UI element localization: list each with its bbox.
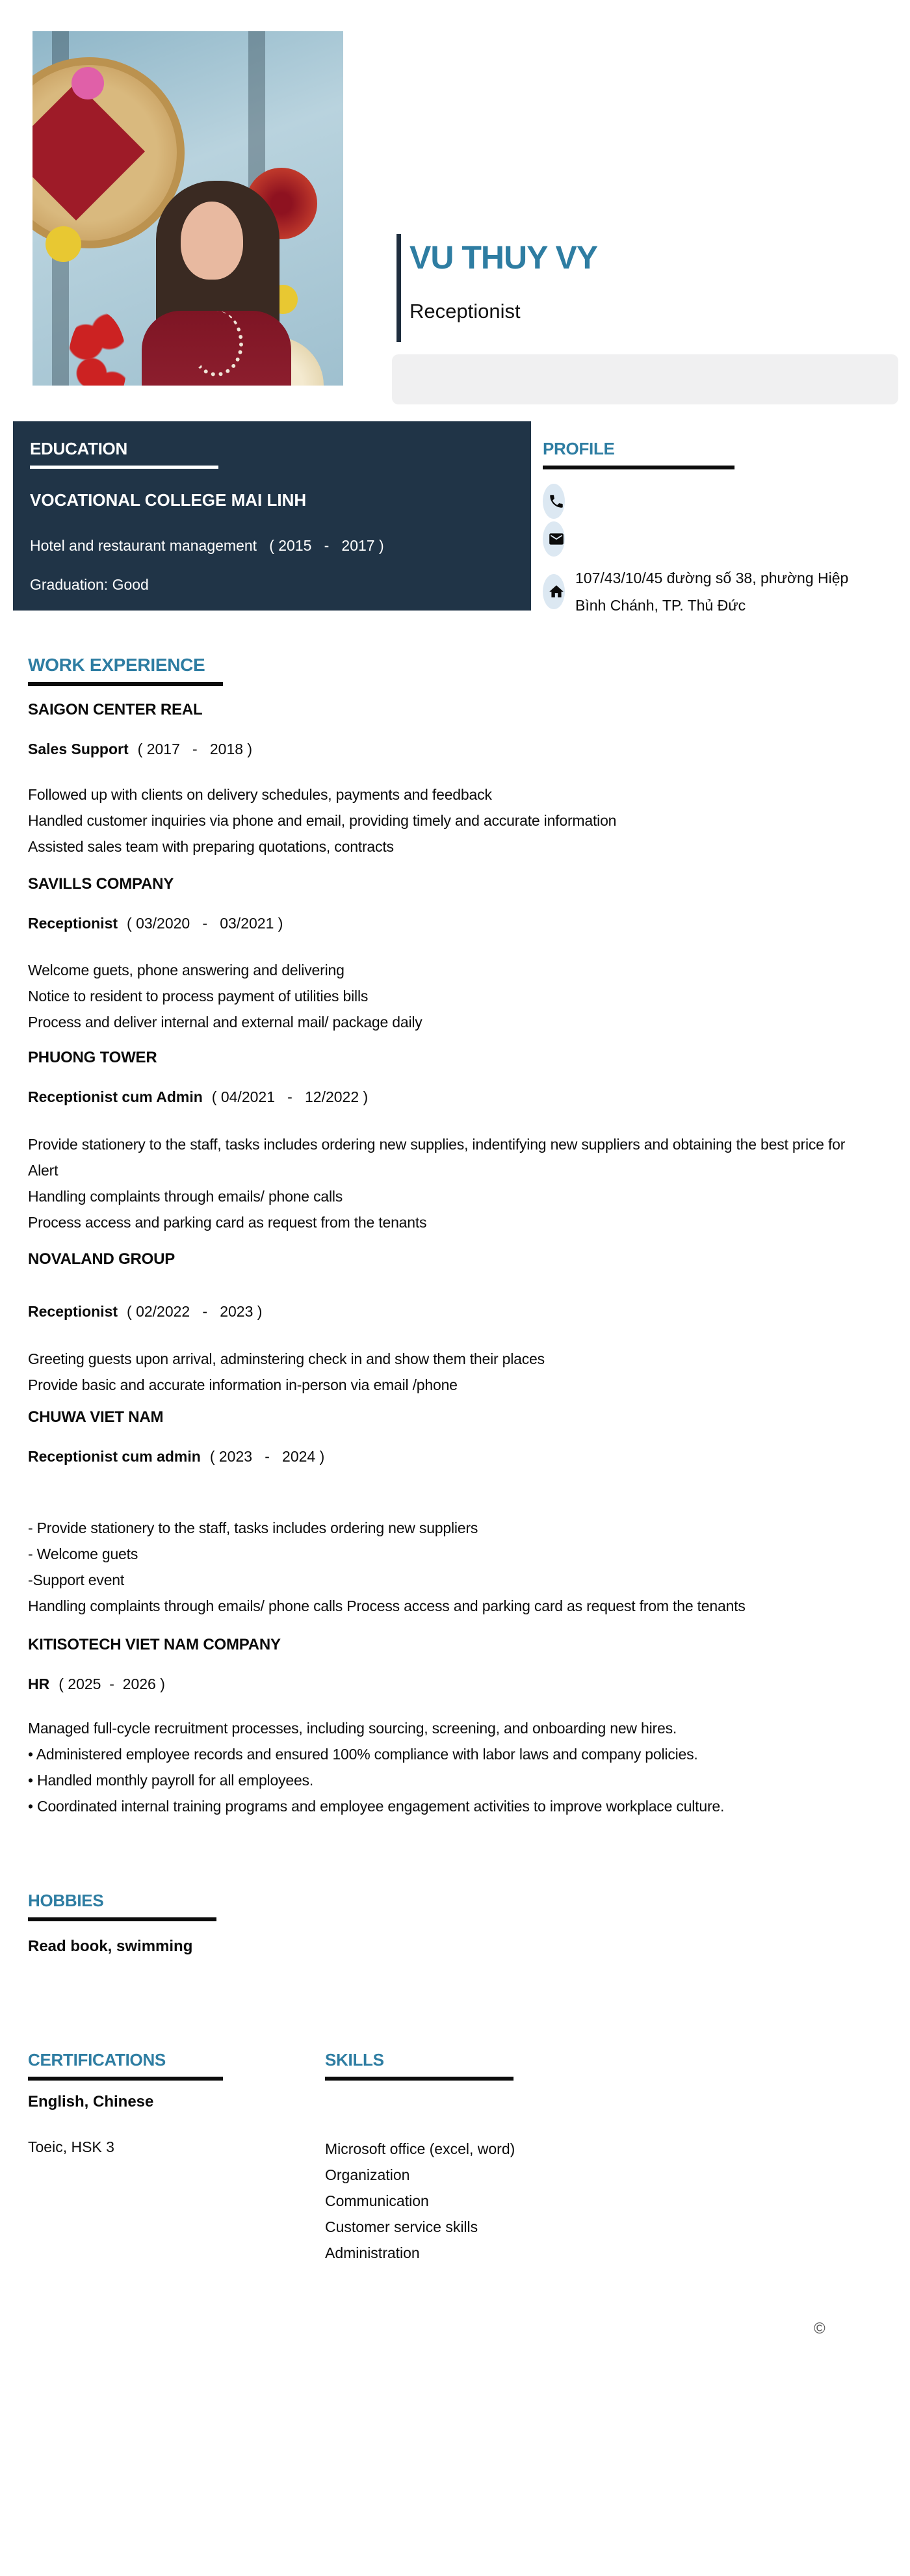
skills-underline	[325, 2077, 514, 2081]
job-role: Sales Support	[28, 741, 129, 757]
job-role: Receptionist	[28, 915, 118, 932]
job-company: PHUONG TOWER	[28, 1049, 157, 1066]
job-entry-novaland-group	[28, 1250, 873, 1398]
certifications-exams: Toeic, HSK 3	[28, 2138, 114, 2155]
home-icon-bg	[543, 574, 565, 609]
job-entry-saigon-center-real	[28, 700, 873, 860]
job-bullet: Greeting guests upon arrival, adminstering check in and show them their places	[28, 1350, 545, 1367]
job-dates: ( 2023 - 2024 )	[209, 1448, 325, 1465]
hobbies-section	[28, 1889, 216, 1956]
job-bullet: Managed full-cycle recruitment processes, including sourcing, screening, and onboarding new hires.	[28, 1720, 677, 1737]
work-experience-heading-block	[28, 653, 223, 686]
job-bullets	[28, 1131, 870, 1235]
profile-section	[543, 437, 881, 622]
education-major: Hotel and restaurant management ( 2015 - 2017 )	[30, 537, 384, 554]
job-bullet: Provide stationery to the staff, tasks includes ordering new supplies, indentifying new suppliers and obtaining the best price for Alert	[28, 1136, 846, 1179]
phone-icon-bg	[543, 484, 565, 519]
person-name: VU THUY VY	[410, 239, 598, 276]
certifications-languages: English, Chinese	[28, 2093, 154, 2110]
job-bullets	[28, 1346, 870, 1398]
photo-decoration	[190, 311, 243, 376]
job-role: Receptionist cum Admin	[28, 1088, 203, 1105]
job-bullet: Handling complaints through emails/ phone calls	[28, 1188, 343, 1205]
photo-decoration	[72, 67, 104, 99]
email-icon	[548, 531, 565, 547]
skills-section	[325, 2048, 598, 2266]
job-role-line	[28, 1447, 873, 1466]
job-bullets	[28, 1515, 870, 1619]
profile-phone-row	[543, 484, 881, 519]
job-entry-savills-company	[28, 874, 873, 1035]
education-section	[13, 421, 531, 611]
hobbies-underline	[28, 1917, 216, 1921]
profile-underline	[543, 466, 734, 469]
job-bullet: Handling complaints through emails/ phone calls Process access and parking card as request from the tenants	[28, 1597, 746, 1614]
skill-item: Administration	[325, 2244, 420, 2261]
profile-heading: PROFILE	[543, 439, 615, 458]
job-company: NOVALAND GROUP	[28, 1250, 176, 1268]
profile-items	[543, 484, 881, 619]
skill-item: Microsoft office (excel, word)	[325, 2140, 515, 2157]
hobbies-heading: HOBBIES	[28, 1891, 104, 1910]
profile-photo	[32, 31, 343, 386]
skills-heading: SKILLS	[325, 2050, 384, 2070]
job-dates: ( 02/2022 - 2023 )	[127, 1303, 263, 1320]
photo-decoration	[32, 83, 145, 220]
header-placeholder-box	[392, 354, 898, 404]
job-bullets	[28, 782, 870, 860]
job-dates: ( 03/2020 - 03/2021 )	[127, 915, 283, 932]
profile-address-row	[543, 564, 881, 619]
person-title: Receptionist	[410, 300, 521, 322]
job-company: SAVILLS COMPANY	[28, 875, 174, 893]
job-role: Receptionist cum admin	[28, 1448, 201, 1465]
job-bullet: - Provide stationery to the staff, tasks includes ordering new suppliers	[28, 1519, 478, 1536]
job-role-line	[28, 739, 873, 759]
education-school: VOCATIONAL COLLEGE MAI LINH	[30, 490, 307, 510]
job-bullet: • Coordinated internal training programs and employee engagement activities to improve workplace culture.	[28, 1798, 725, 1815]
job-role-line	[28, 1674, 873, 1694]
job-bullet: Process and deliver internal and external mail/ package daily	[28, 1014, 422, 1031]
education-graduation: Graduation: Good	[30, 576, 149, 593]
photo-decoration	[68, 311, 127, 386]
job-bullet: • Administered employee records and ensured 100% compliance with labor laws and company policies.	[28, 1746, 698, 1763]
job-dates: ( 2025 - 2026 )	[58, 1676, 165, 1692]
job-bullet: Welcome guets, phone answering and delivering	[28, 962, 344, 979]
job-company: CHUWA VIET NAM	[28, 1408, 164, 1426]
job-bullet: Provide basic and accurate information in-person via email /phone	[28, 1376, 458, 1393]
skill-item: Customer service skills	[325, 2218, 478, 2235]
job-dates: ( 2017 - 2018 )	[137, 741, 253, 757]
education-underline	[30, 466, 218, 469]
job-bullet: Assisted sales team with preparing quotations, contracts	[28, 838, 394, 855]
certifications-heading: CERTIFICATIONS	[28, 2050, 166, 2070]
job-role: Receptionist	[28, 1303, 118, 1320]
job-bullets	[28, 1715, 870, 1819]
job-role-line	[28, 1302, 873, 1321]
hobbies-text: Read book, swimming	[28, 1938, 193, 1955]
skill-item: Communication	[325, 2192, 429, 2209]
job-bullet: Notice to resident to process payment of utilities bills	[28, 988, 369, 1005]
photo-decoration	[181, 202, 243, 280]
job-company: KITISOTECH VIET NAM COMPANY	[28, 1636, 281, 1653]
photo-decoration	[46, 226, 81, 262]
work-experience-underline	[28, 682, 223, 686]
skills-list	[325, 2136, 598, 2266]
work-experience-heading: WORK EXPERIENCE	[28, 655, 205, 675]
job-bullet: Followed up with clients on delivery schedules, payments and feedback	[28, 786, 492, 803]
job-entry-kitisotech-viet-nam-company	[28, 1635, 873, 1819]
name-accent-bar	[396, 234, 401, 342]
job-bullet: -Support event	[28, 1571, 125, 1588]
job-company: SAIGON CENTER REAL	[28, 701, 203, 718]
certifications-underline	[28, 2077, 223, 2081]
education-heading: EDUCATION	[30, 439, 127, 458]
job-entry-chuwa-viet-nam	[28, 1408, 873, 1619]
email-icon-bg	[543, 521, 565, 557]
job-entry-phuong-tower	[28, 1048, 873, 1235]
skill-item: Organization	[325, 2166, 410, 2183]
job-role: HR	[28, 1676, 50, 1692]
profile-address-value: 107/43/10/45 đường số 38, phường Hiệp Bình Chánh, TP. Thủ Đức	[575, 570, 849, 614]
job-dates: ( 04/2021 - 12/2022 )	[211, 1088, 369, 1105]
job-bullet: - Welcome guets	[28, 1545, 138, 1562]
phone-icon	[548, 493, 565, 510]
job-role-line	[28, 1087, 873, 1107]
job-role-line	[28, 913, 873, 933]
certifications-section	[28, 2048, 301, 2156]
profile-email-row	[543, 521, 881, 557]
job-bullet: • Handled monthly payroll for all employees.	[28, 1772, 314, 1789]
copyright-mark: ©	[814, 2320, 826, 2337]
job-bullets	[28, 957, 870, 1035]
home-icon	[548, 583, 565, 600]
job-bullet: Handled customer inquiries via phone and email, providing timely and accurate information	[28, 812, 617, 829]
job-bullet: Process access and parking card as request from the tenants	[28, 1214, 427, 1231]
